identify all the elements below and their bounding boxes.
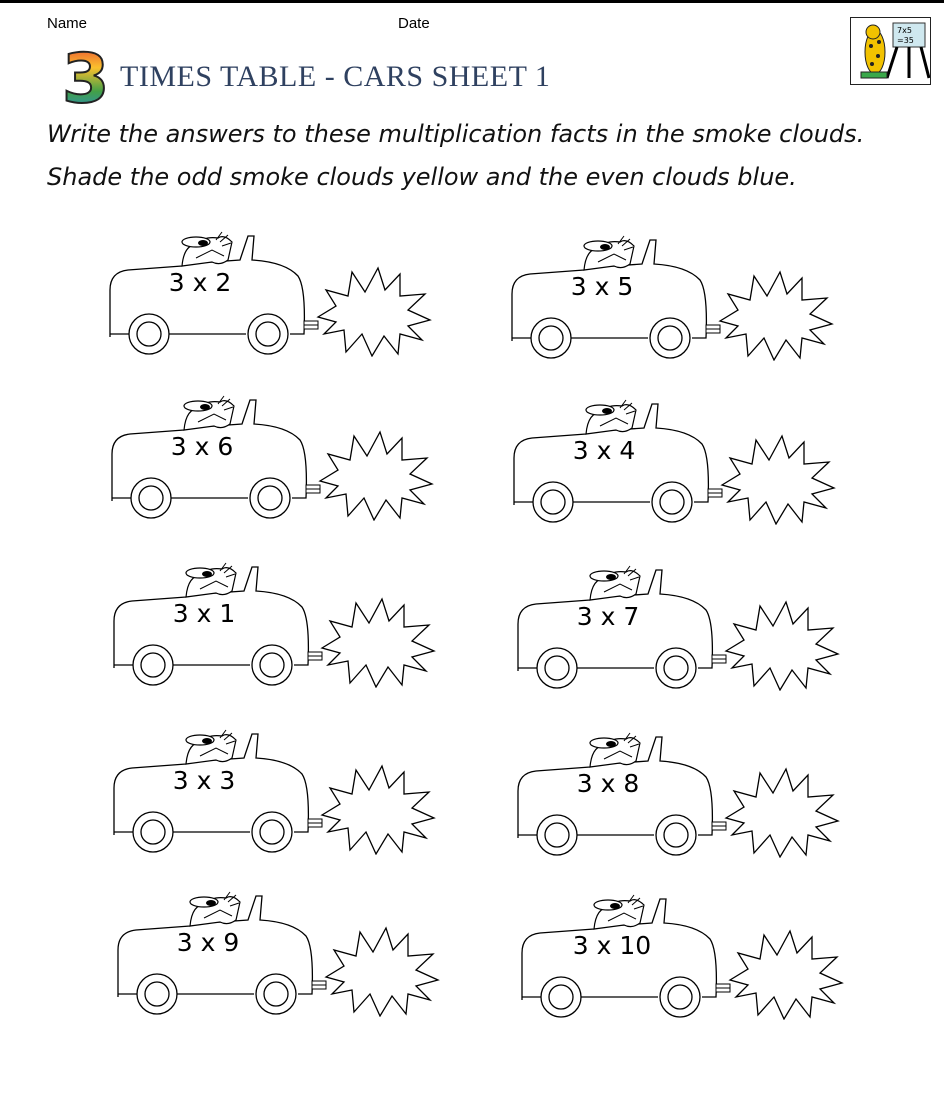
site-logo <box>850 17 931 85</box>
car-problem <box>512 885 862 1020</box>
fact-label: 3 x 2 <box>168 268 232 297</box>
car-problem <box>508 723 858 858</box>
instruction-line-2: Shade the odd smoke clouds yellow and the even clouds blue. <box>47 163 797 191</box>
fact-label: 3 x 3 <box>172 766 236 795</box>
car-problem <box>102 386 452 521</box>
car-problem <box>502 226 852 361</box>
top-rule <box>0 0 944 3</box>
car-problem <box>100 222 450 357</box>
fact-label: 3 x 8 <box>576 769 640 798</box>
title-number-3 <box>60 46 106 110</box>
fact-label: 3 x 7 <box>576 602 640 631</box>
car-problem <box>508 556 858 691</box>
car-problem <box>504 390 854 525</box>
car-problem <box>104 720 454 855</box>
fact-label: 3 x 4 <box>572 436 636 465</box>
car-problem <box>104 553 454 688</box>
fact-label: 3 x 5 <box>570 272 634 301</box>
logo-board-line1: 7x5 <box>897 26 912 35</box>
name-label: Name <box>47 15 88 32</box>
svg-text:3: 3 <box>62 46 106 110</box>
instruction-line-1: Write the answers to these multiplication facts in the smoke clouds. <box>47 120 865 148</box>
logo-board-line2: =35 <box>897 36 914 45</box>
fact-label: 3 x 10 <box>572 931 652 960</box>
fact-label: 3 x 6 <box>170 432 234 461</box>
fact-label: 3 x 1 <box>172 599 236 628</box>
page-title: TIMES TABLE - CARS SHEET 1 <box>120 60 551 93</box>
date-label: Date <box>398 15 430 32</box>
car-problem <box>108 882 458 1017</box>
fact-label: 3 x 9 <box>176 928 240 957</box>
